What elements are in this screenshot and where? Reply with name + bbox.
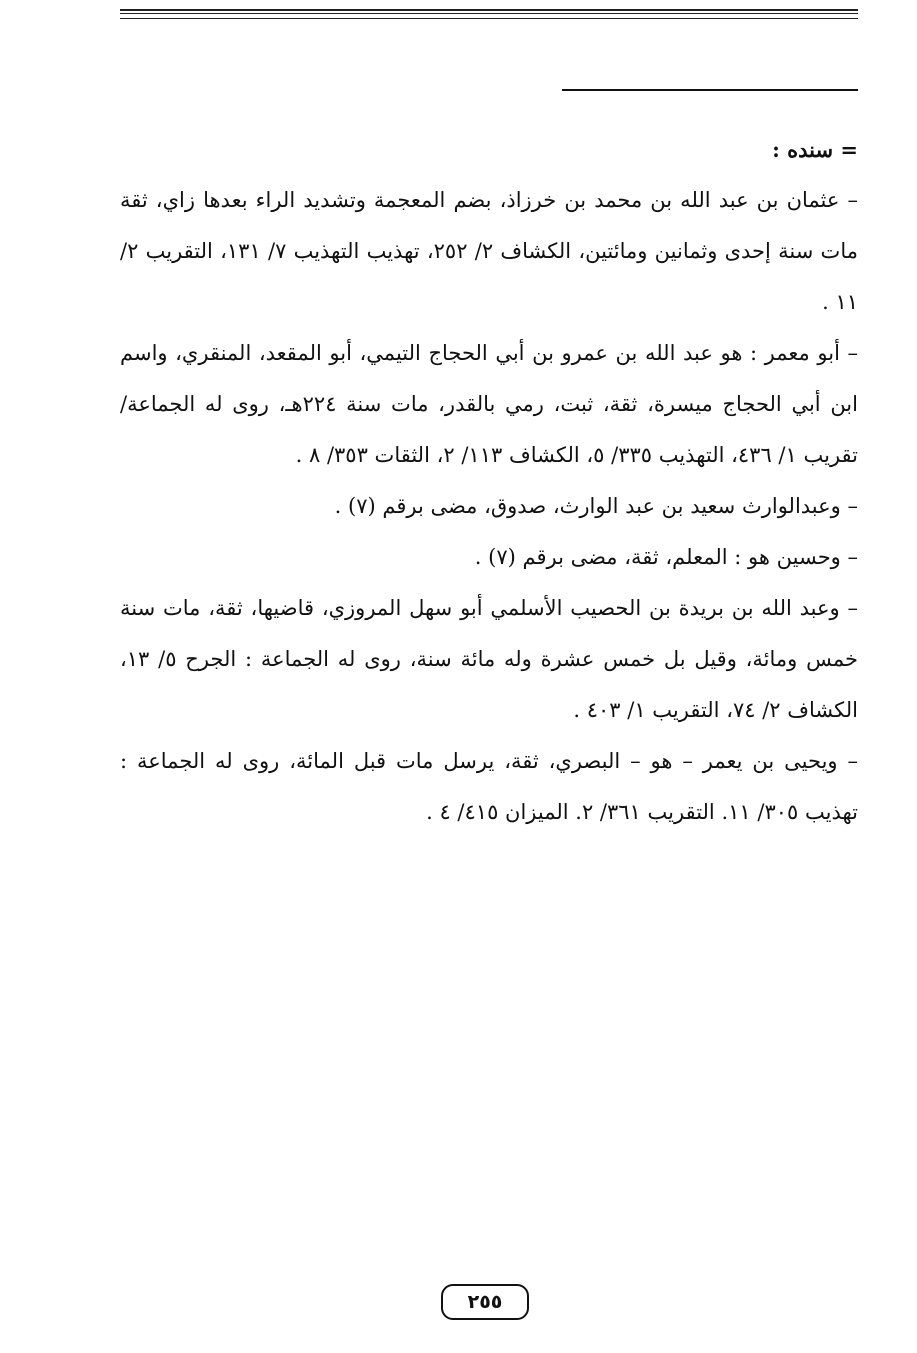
page-number-frame: [441, 1284, 529, 1320]
page-body: [120, 124, 858, 838]
narrator-entry-abdulwarith: – وعبدالوارث سعيد بن عبد الوارث، صدوق، مضى برقم (٧) .: [334, 494, 858, 518]
header-rule-thin-lower: [120, 18, 858, 19]
section-heading: = سنده :: [772, 137, 858, 162]
narrator-entry-abdullah-buraydah: – وعبد الله بن بريدة بن الحصيب الأسلمي أبو سهل المروزي، قاضيها، ثقة، مات سنة خمس ومائة، وقيل بل خمس عشرة وله مائة سنة، روى له الجماعة : الجرح ٥/ ١٣، الكشاف ٢/ ٧٤، التقريب ١/ ٤٠٣ .: [120, 596, 858, 722]
narrator-entry-yahya-yamar: – ويحيى بن يعمر – هو – البصري، ثقة، يرسل مات قبل المائة، روى له الجماعة : تهذيب ٣٠٥/ ١١. التقريب ٣٦١/ ٢. الميزان ٤١٥/ ٤ .: [120, 749, 858, 824]
narrator-entry-uthman: – عثمان بن عبد الله بن محمد بن خرزاذ، بضم المعجمة وتشديد الراء بعدها زاي، ثقة مات سنة إحدى وثمانين ومائتين، الكشاف ٢/ ٢٥٢، تهذيب التهذيب ٧/ ١٣١، التقريب ٢/ ١١ .: [120, 188, 858, 314]
section-separator-rule: [562, 89, 858, 91]
header-rule-thick: [120, 9, 858, 11]
narrator-entry-husayn: – وحسين هو : المعلم، ثقة، مضى برقم (٧) .: [474, 545, 858, 569]
header-rule-thin: [120, 13, 858, 14]
narrator-entry-abu-mamar: – أبو معمر : هو عبد الله بن عمرو بن أبي الحجاج التيمي، أبو المقعد، المنقري، واسم ابن أبي الحجاج ميسرة، ثقة، ثبت، رمي بالقدر، مات سنة ٢٢٤هـ، روى له الجماعة/ تقريب ١/ ٤٣٦، التهذيب ٣٣٥/ ٥، الكشاف ١١٣/ ٢، الثقات ٣٥٣/ ٨ .: [120, 341, 858, 467]
page-number: ٢٥٥: [467, 1291, 503, 1313]
